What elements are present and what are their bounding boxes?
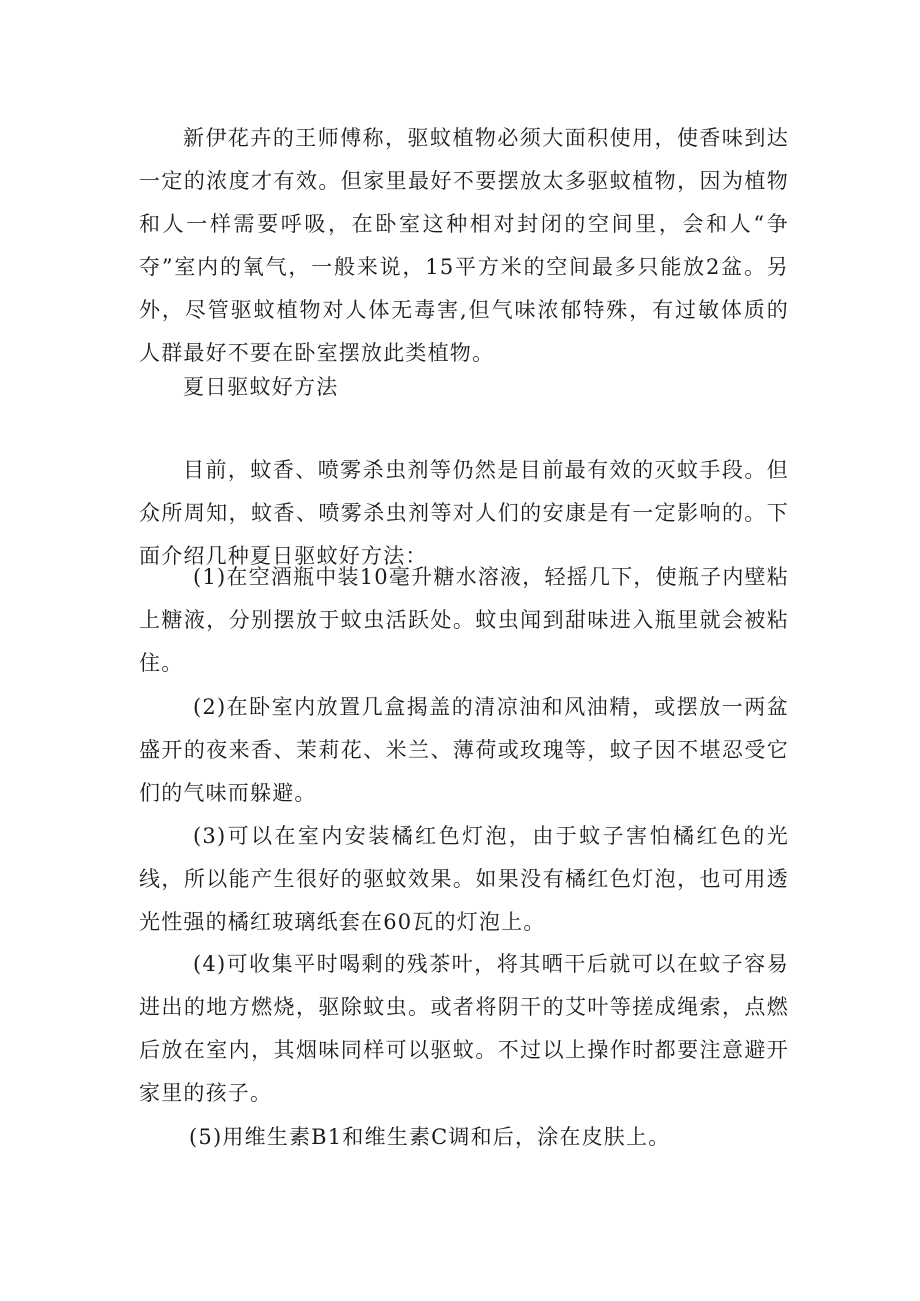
list-item-method-3: (3)可以在室内安装橘红色灯泡，由于蚊子害怕橘红色的光线，所以能产生很好的驱蚊效果。如果没有橘红色灯泡，也可用透光性强的橘红玻璃纸套在60瓦的灯泡上。 xyxy=(139,824,789,934)
section-heading: 夏日驱蚊好方法 xyxy=(183,375,339,399)
list-item-method-5: (5)用维生素B1和维生素C调和后，涂在皮肤上。 xyxy=(189,1125,671,1149)
paragraph-plant-advice: 新伊花卉的王师傅称，驱蚊植物必须大面积使用，使香味到达一定的浓度才有效。但家里最好不要摆放太多驱蚊植物，因为植物和人一样需要呼吸，在卧室这种相对封闭的空间里，会和人“争夺”室内的氧气，一般来说，15平方米的空间最多只能放2盆。另外，尽管驱蚊植物对人体无毒害,但气味浓郁特殊，有过敏体质的人群最好不要在卧室摆放此类植物。 xyxy=(139,126,789,365)
list-item-method-2: (2)在卧室内放置几盒揭盖的清凉油和风油精，或摆放一两盆盛开的夜来香、茉莉花、米兰、薄荷或玫瑰等，蚊子因不堪忍受它们的气味而躲避。 xyxy=(139,695,789,805)
list-item-method-4: (4)可收集平时喝剩的残茶叶，将其晒干后就可以在蚊子容易进出的地方燃烧，驱除蚊虫。或者将阴干的艾叶等搓成绳索，点燃后放在室内，其烟味同样可以驱蚊。不过以上操作时都要注意避开家里的孩子。 xyxy=(139,952,789,1105)
paragraph-intro: 目前，蚊香、喷雾杀虫剂等仍然是目前最有效的灭蚊手段。但众所周知，蚊香、喷雾杀虫剂等对人们的安康是有一定影响的。下面介绍几种夏日驱蚊好方法： xyxy=(139,458,789,568)
list-item-method-1: (1)在空酒瓶中装10毫升糖水溶液，轻摇几下，使瓶子内壁粘上糖液，分别摆放于蚊虫活跃处。蚊虫闻到甜味进入瓶里就会被粘住。 xyxy=(139,565,789,675)
